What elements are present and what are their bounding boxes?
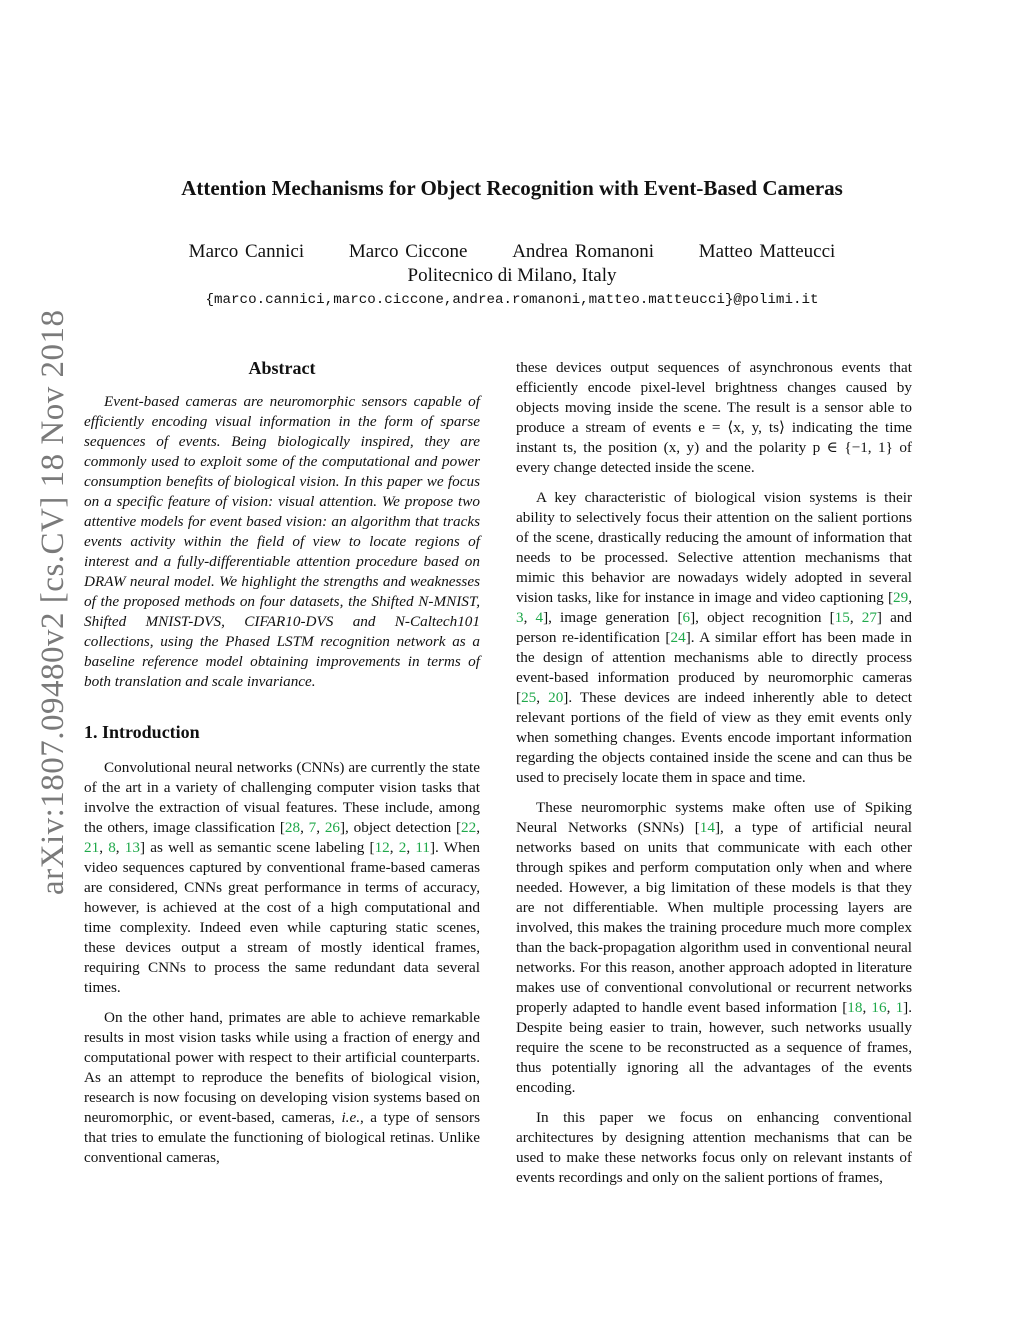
text-run: ,: [536, 689, 549, 706]
author-name: Marco Cannici: [188, 241, 305, 262]
citation-link[interactable]: 4: [535, 609, 544, 626]
text-run: ]. A similar effort has been made in the design of attention mechanisms able to directly process event-based information produced by neuromorphic cameras [: [516, 629, 912, 706]
citation-link[interactable]: 6: [682, 609, 691, 626]
text-run: ]. When video sequences captured by conventional frame-based cameras are considered, CNNs great performance in terms of accuracy, however, is achieved at the cost of a high computational and time complexity. Indeed even while capturing static scenes, these devices output a stream of mostly identical frames, requiring CNNs to process the same redundant data several times.: [84, 839, 481, 996]
citation-link[interactable]: 27: [861, 609, 877, 626]
citation-link[interactable]: 12: [374, 839, 390, 856]
intro-paragraph-5: [516, 798, 912, 1098]
intro-paragraph-2: [84, 1008, 480, 1168]
text-run: ,: [406, 839, 416, 856]
text-run: These neuromorphic systems make often use of Spiking Neural Networks (SNNs) [: [516, 799, 912, 836]
text-run: On the other hand, primates are able to achieve remarkable results in most vision tasks while using a fraction of energy and computational power with respect to their artificial counterparts. As an attempt to reproduce the benefits of biological vision, research is now focusing on developing vision systems based on neuromorphic, or event-based, cameras,: [84, 1009, 480, 1126]
citation-link[interactable]: 20: [548, 689, 564, 706]
abstract-heading: Abstract: [248, 358, 316, 378]
paper-title: Attention Mechanisms for Object Recognition with Event-Based Cameras: [181, 176, 843, 200]
citation-link[interactable]: 26: [324, 819, 340, 836]
text-run: ], image generation [: [543, 609, 683, 626]
citation-link[interactable]: 14: [699, 819, 715, 836]
author-name: Andrea Romanoni: [512, 241, 655, 262]
text-run: ], object recognition [: [690, 609, 835, 626]
text-run: ,: [862, 999, 872, 1016]
text-run: ,: [523, 609, 536, 626]
text-run: ,: [886, 999, 896, 1016]
citation-link[interactable]: 25: [521, 689, 537, 706]
citation-link[interactable]: 21: [84, 839, 100, 856]
text-run-italic: i.e.: [341, 1109, 360, 1126]
citation-link[interactable]: 2: [398, 839, 407, 856]
text-run: ], object detection [: [340, 819, 462, 836]
intro-paragraph-6: In this paper we focus on enhancing conventional architectures by designing attention mechanisms that can be used to make these networks focus only on relevant instants of events recordings and only on the salient portions of frames,: [516, 1109, 912, 1186]
citation-link[interactable]: 13: [124, 839, 140, 856]
citation-link[interactable]: 1: [895, 999, 904, 1016]
text-run: ,: [908, 589, 912, 606]
text-run: ]. These devices are indeed inherently able to detect relevant portions of the field of view as they emit events only when something changes. Events encode important information regarding the objects contained inside the scene and can thus be used to precisely locate them in space and time.: [516, 689, 912, 786]
citation-link[interactable]: 3: [516, 609, 524, 626]
intro-paragraph-4: [516, 488, 912, 788]
author-list: [0, 240, 1024, 264]
author-name: Marco Ciccone: [348, 241, 468, 262]
left-column: [84, 350, 480, 1178]
text-run: ], a type of artificial neural networks based on units that communicate with each other through spikes and perform computation only when and where needed. However, a big limitation of these models is that they are not differentiable. When multiple processing layers are involved, this makes the training procedure much more complex than the back-propagation algorithm used in conventional neural networks. For this reason, another approach adopted in literature makes use of conventional convolutional or recurrent networks properly adapted to handle event based information [: [516, 819, 913, 1016]
text-run: ,: [389, 839, 399, 856]
intro-paragraph-3: these devices output sequences of asynchronous events that efficiently encode pixel-level brightness changes caused by objects moving inside the scene. The result is a sensor able to produce a stream of events e = ⟨x, y, ts⟩ indicating the time instant ts, the position (x, y) and the polarity p ∈ {−1, 1} of every change detected inside the scene.: [516, 359, 912, 476]
text-run: A key characteristic of biological vision systems is their ability to selectively focus their attention on the salient portions of the scene, drastically reducing the amount of information that needs to be processed. Selective attention mechanisms that mimic this behavior are nowadays widely adopted in several vision tasks, like for instance in image and video captioning [: [516, 489, 912, 606]
arxiv-identifier-stamp: arXiv:1807.09480v2 [cs.CV] 18 Nov 2018: [35, 309, 71, 895]
citation-link[interactable]: 22: [461, 819, 477, 836]
citation-link[interactable]: 18: [847, 999, 863, 1016]
text-run: ,: [849, 609, 862, 626]
text-run: Convolutional neural networks (CNNs) are currently the state of the art in a variety of challenging computer vision tasks that involve the extraction of visual features. These include, among the others, image classification [: [84, 759, 480, 836]
right-column: [516, 358, 912, 1198]
text-run: ,: [115, 839, 125, 856]
author-emails: {marco.cannici,marco.ciccone,andrea.romanoni,matteo.matteucci}@polimi.it: [205, 292, 819, 308]
citation-link[interactable]: 8: [108, 839, 116, 856]
citation-link[interactable]: 24: [670, 629, 686, 646]
text-run: ] and person re-identification [: [516, 609, 912, 646]
text-run: ,: [476, 819, 481, 836]
text-run: ]. Despite being easier to train, however, such networks usually require the scene to be reconstructed as a sequence of frames, thus potentially ignoring all the advantages of the events encoding.: [516, 999, 913, 1096]
citation-link[interactable]: 15: [834, 609, 850, 626]
citation-link[interactable]: 16: [871, 999, 887, 1016]
affiliation: Politecnico di Milano, Italy: [407, 265, 617, 286]
citation-link[interactable]: 11: [415, 839, 430, 856]
citation-link[interactable]: 29: [893, 589, 909, 606]
text-run: ,: [316, 819, 325, 836]
abstract-text: Event-based cameras are neuromorphic sensors capable of efficiently encoding visual information in the form of sparse sequences of events. Being biologically inspired, they are commonly used to exploit some of the computational and power consumption benefits of biological vision. In this paper we focus on a specific feature of vision: visual attention. We propose two attentive models for event based vision: an algorithm that tracks events activity within the field of view to locate regions of interest and a fully-differentiable attention procedure based on DRAW neural model. We highlight the strengths and weaknesses of the proposed methods on four datasets, the Shifted N-MNIST, Shifted MNIST-DVS, CIFAR10-DVS and N-Caltech101 collections, using the Phased LSTM recognition network as a baseline reference model obtaining improvements in terms of both translation and scale invariance.: [84, 393, 480, 690]
intro-paragraph-1: [84, 758, 480, 998]
author-name: Matteo Matteucci: [698, 241, 836, 262]
text-run: ,: [300, 819, 309, 836]
text-run: , a type of sensors that tries to emulate the functioning of biological retinas. Unlike conventional cameras,: [84, 1109, 480, 1166]
citation-link[interactable]: 7: [308, 819, 317, 836]
section-heading-introduction: 1. Introduction: [84, 722, 200, 742]
citation-link[interactable]: 28: [284, 819, 301, 836]
text-run: ,: [99, 839, 109, 856]
text-run: ] as well as semantic scene labeling [: [139, 839, 375, 856]
